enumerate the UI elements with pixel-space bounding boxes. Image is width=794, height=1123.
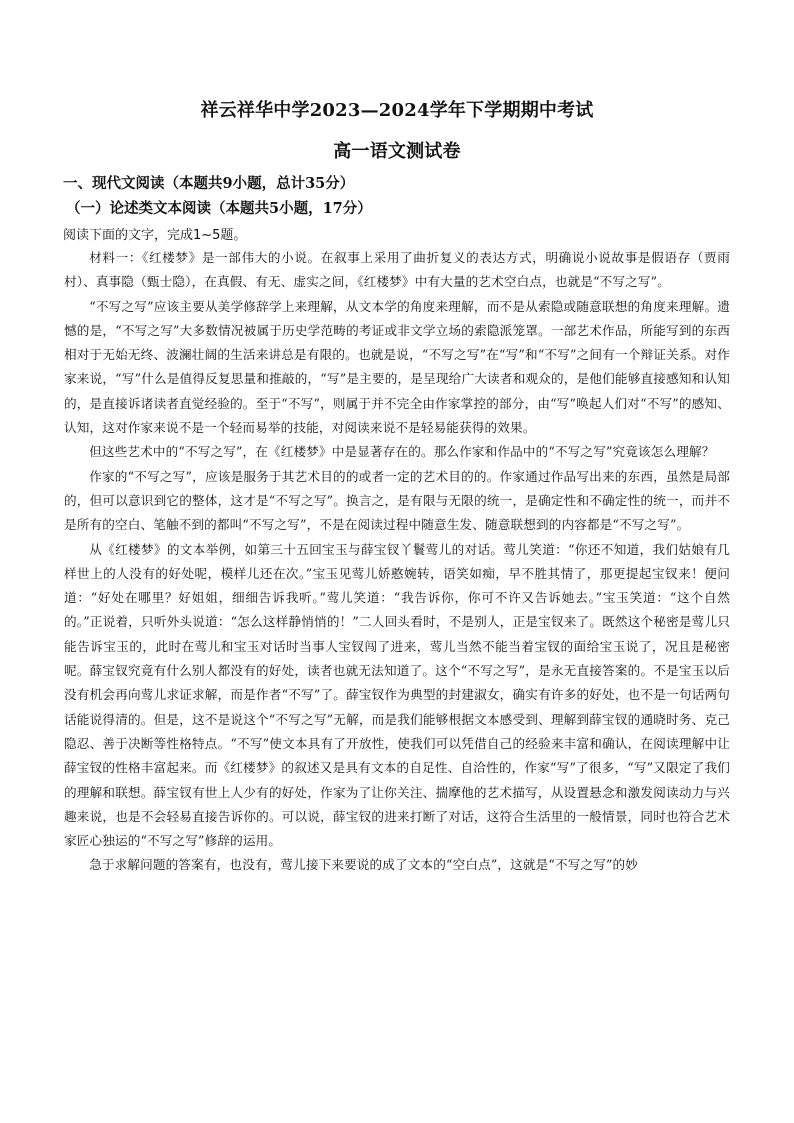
- paragraph: 但这些艺术中的“不写之写”，在《红楼梦》中是显著存在的。那么作家和作品中的“不写之写”究竟该怎么理解？: [89, 444, 715, 460]
- reading-passage: [64, 246, 730, 878]
- section-heading: 一、现代文阅读（本题共9小题，总计35分）: [63, 175, 355, 192]
- subsection-heading: （一）论述类文本阅读（本题共5小题，17分）: [66, 200, 372, 217]
- paragraph: 从《红楼梦》的文本举例，如第三十五回宝玉与薛宝钗丫鬟莺儿的对话。莺儿笑道：“你还不知道，我们姑娘有几样世上的人没有的好处呢，模样儿还在次。”宝玉见莺儿娇憨婉转，语笑如痴，早不胜其情了，那更提起宝钗来！便问道：“好处在哪里？好姐姐，细细告诉我听。”莺儿笑道：“我告诉你，你可不许又告诉她去。”宝玉笑道：“这个自然的。”正说着，只听外头说道：“怎么这样静悄悄的！”二人回头看时，不是别人，正是宝钗来了。既然这个秘密是莺儿只能告诉宝玉的，此时在莺儿和宝玉对话时当事人宝钗闯了进来，莺儿当然不能当着宝钗的面给宝玉说了，况且是秘密呢。薛宝钗究竟有什么别人都没有的好处，读者也就无法知道了。这个“不写之写”，是永无直接答案的。不是宝玉以后没有机会再向莺儿求证求解，而是作者“不写”了。薛宝钗作为典型的封建淑女，确实有许多的好处，也不是一句话两句话能说得清的。但是，这不是说这个“不写之写”无解，而是我们能够根据文本感受到、理解到薛宝钗的通晓时务、克己隐忍、善于决断等性格特点。“不写”使文本具有了开放性，使我们可以凭借自己的经验来丰富和确认，在阅读理解中让薛宝钗的性格丰富起来。而《红楼梦》的叙述又是具有文本的自足性、自洽性的，作家“写”了很多，“写”又限定了我们的理解和联想。薛宝钗有世上人少有的好处，作家为了让你关注、揣摩他的艺术描写，从设置悬念和激发阅读动力与兴趣来说，也是不会轻易直接告诉你的。可以说，薛宝钗的进来打断了对话，这符合生活里的一般情景，同时也符合艺术家匠心独运的“不写之写”修辞的运用。: [64, 541, 730, 849]
- instruction-text: 阅读下面的文字，完成1~5题。: [63, 228, 247, 243]
- page-subtitle: 高一语文测试卷: [333, 141, 461, 162]
- paragraph: 急于求解问题的答案有，也没有，莺儿接下来要说的成了文本的“空白点”，这就是“不写之写”的妙: [89, 857, 639, 873]
- paragraph: “不写之写”应该主要从美学修辞学上来理解，从文本学的角度来理解，而不是从索隐或随意联想的角度来理解。遗憾的是，“不写之写”大多数情况被属于历史学范畴的考证或非文学立场的索隐派笼罩。一部艺术作品，所能写到的东西相对于无始无终、波澜壮阔的生活来讲总是有限的。也就是说，“不写之写”在“写”和“不写”之间有一个辩证关系。对作家来说，“写”什么是值得反复思量和推敲的，“写”是主要的，是呈现给广大读者和观众的，是他们能够直接感知和认知的，是直接诉诸读者直觉经验的。至于“不写”，则属于并不完全由作家掌控的部分，由“写”唤起人们对“不写”的感知、认知，这对作家来说不是一个轻而易举的技能，对阅读来说不是轻易能获得的效果。: [64, 298, 730, 436]
- page-title: 祥云祥华中学2023—2024学年下学期期中考试: [200, 100, 594, 121]
- paragraph: 作家的“不写之写”，应该是服务于其艺术目的的或者一定的艺术目的的。作家通过作品写出来的东西，虽然是局部的，但可以意识到它的整体，这才是“不写之写”。换言之，是有限与无限的统一，是确定性和不确定性的统一，而并不是所有的空白、笔触不到的都叫“不写之写”，不是在阅读过程中随意生发、随意联想到的内容都是“不写之写”。: [64, 468, 730, 533]
- paragraph: 材料一：《红楼梦》是一部伟大的小说。在叙事上采用了曲折复义的表达方式，明确说小说故事是假语存（贾雨村）、真事隐（甄士隐），在真假、有无、虚实之间，《红楼梦》中有大量的艺术空白点，也就是“不写之写”。: [64, 250, 730, 290]
